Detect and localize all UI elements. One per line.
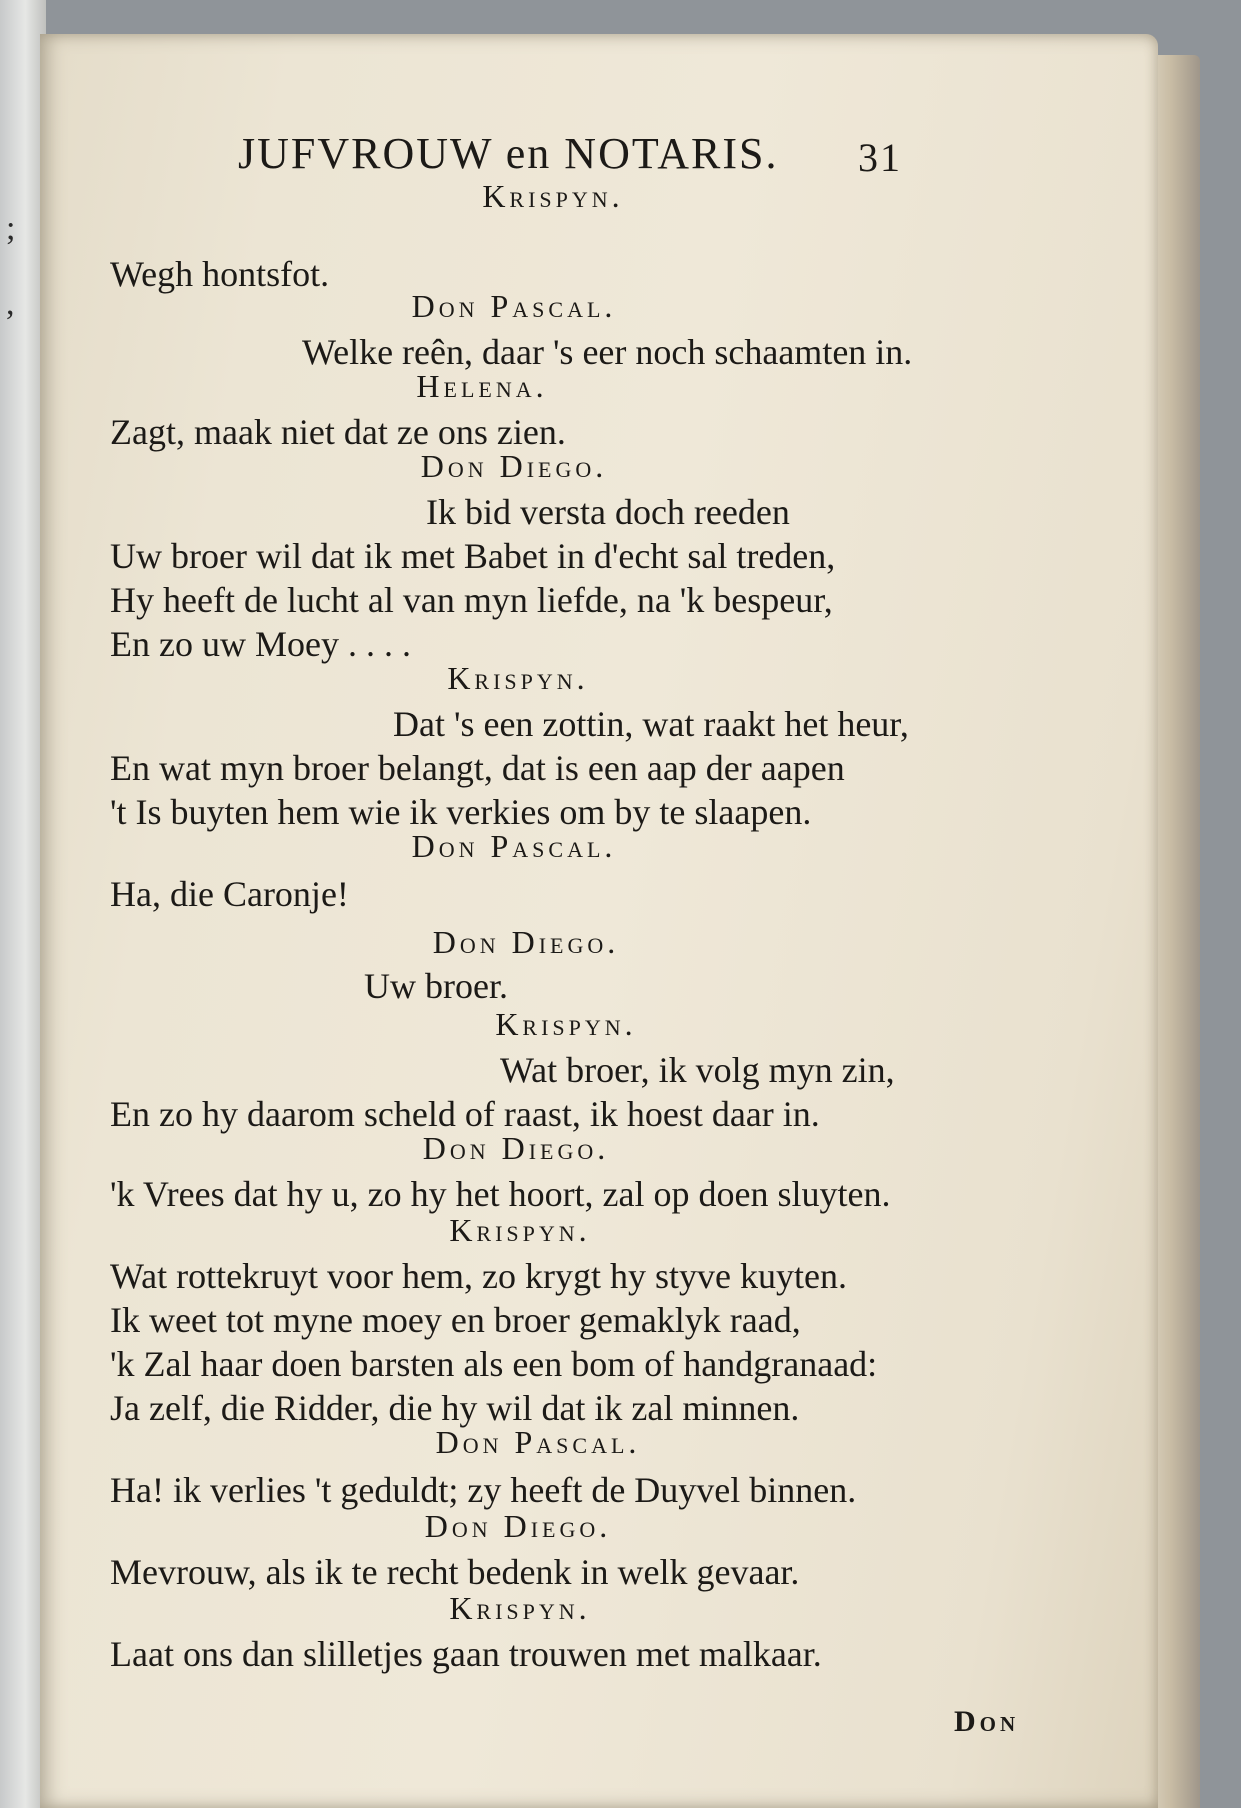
verse-line: Hy heeft de lucht al van myn liefde, na 'k bespeur, [110, 580, 833, 620]
verse-line: Ha, die Caronje! [110, 874, 349, 914]
verse-line: Ik weet tot myne moey en broer gemaklyk raad, [110, 1300, 801, 1340]
speaker-name: Helena. [416, 368, 548, 404]
verse-line: Wegh hontsfot. [110, 254, 330, 294]
verse-line: Zagt, maak niet dat ze ons zien. [110, 412, 566, 452]
speaker-name: Krispyn. [495, 1006, 637, 1042]
book-page [40, 34, 1158, 1808]
verse-line: Ik bid versta doch reeden [426, 492, 790, 532]
speaker-name: Krispyn. [449, 1590, 591, 1626]
verse-line: 'k Vrees dat hy u, zo hy het hoort, zal op doen sluyten. [110, 1174, 891, 1214]
verse-line: Wat broer, ik volg myn zin, [500, 1050, 895, 1090]
page-number: 31 [858, 135, 902, 180]
speaker-name: Don Diego. [422, 1130, 610, 1166]
verse-line: Dat 's een zottin, wat raakt het heur, [393, 704, 909, 744]
speaker-name: Don Diego. [420, 448, 608, 484]
speaker-name: Krispyn. [447, 660, 589, 696]
verse-line: Uw broer. [364, 966, 508, 1006]
verse-line: Ja zelf, die Ridder, die hy wil dat ik zal minnen. [110, 1388, 800, 1428]
speaker-name: Don Pascal. [411, 828, 617, 864]
verse-line: Welke reên, daar 's eer noch schaamten in. [302, 332, 913, 372]
verse-line: Uw broer wil dat ik met Babet in d'echt sal treden, [110, 536, 836, 576]
verse-line: En zo uw Moey . . . . [110, 624, 411, 664]
running-title: JUFVROUW en NOTARIS. [238, 129, 779, 178]
speaker-name: Don Pascal. [435, 1424, 641, 1460]
verse-line: En wat myn broer belangt, dat is een aap der aapen [110, 748, 845, 788]
speaker-name: Krispyn. [449, 1212, 591, 1248]
verse-line: En zo hy daarom scheld of raast, ik hoest daar in. [110, 1094, 820, 1134]
verse-line: Laat ons dan slilletjes gaan trouwen met malkaar. [110, 1634, 822, 1674]
facing-page-fragment: , [6, 285, 15, 322]
speaker-name: Krispyn. [482, 178, 624, 214]
verse-line: Wat rottekruyt voor hem, zo krygt hy styve kuyten. [110, 1256, 847, 1296]
speaker-name: Don Diego. [424, 1508, 612, 1544]
speaker-name: Don Diego. [432, 924, 620, 960]
verse-line: Mevrouw, als ik te recht bedenk in welk gevaar. [110, 1552, 800, 1592]
facing-page-fragment: ; [6, 210, 16, 247]
verse-line: Ha! ik verlies 't geduldt; zy heeft de Duyvel binnen. [110, 1470, 857, 1510]
catchword: Don [954, 1705, 1020, 1738]
verse-line: 'k Zal haar doen barsten als een bom of handgranaad: [110, 1344, 878, 1384]
verse-line: 't Is buyten hem wie ik verkies om by te slaapen. [110, 792, 812, 832]
speaker-name: Don Pascal. [411, 288, 617, 324]
